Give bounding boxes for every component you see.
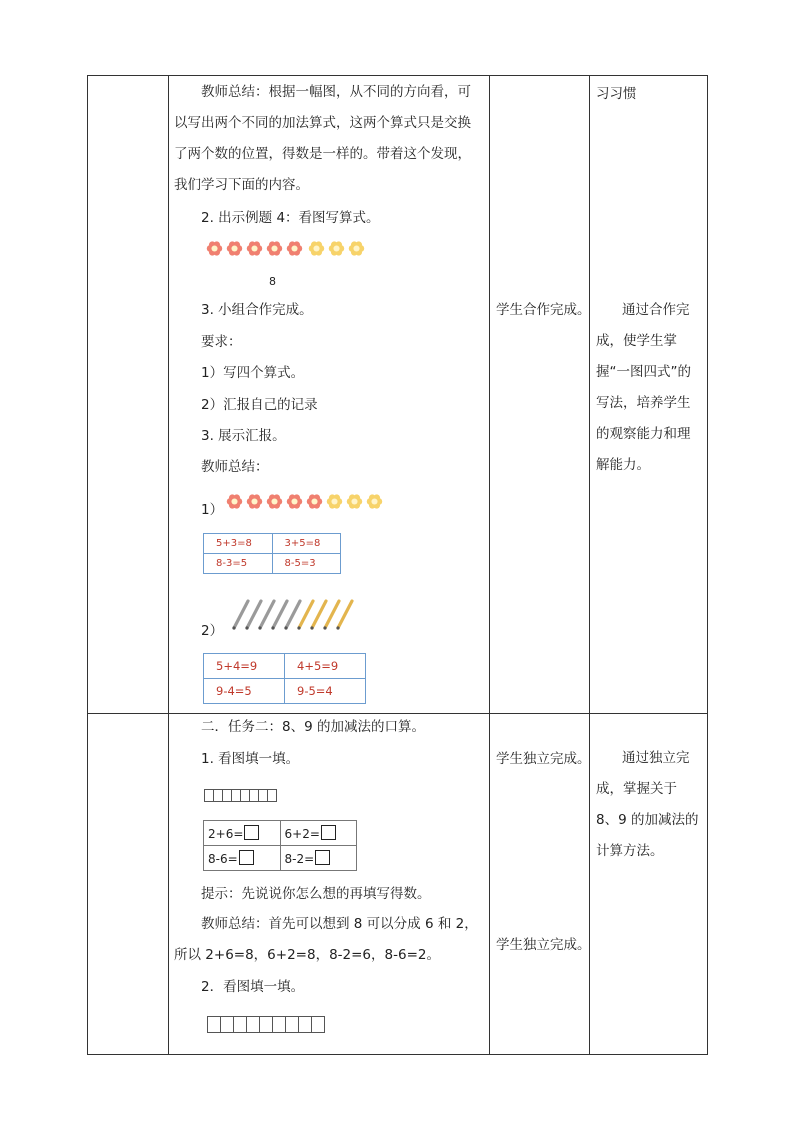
- flower-icon: [246, 240, 263, 257]
- teacher-summary-3: 教师总结：首先可以想到 8 可以分成 6 和 2，所以 2+6=8，6+2=8，8-2=6，8-6=2。: [174, 916, 478, 963]
- counting-sticks: [228, 598, 354, 632]
- flower-icon: [246, 493, 263, 510]
- fill-in-cell: 6+2=: [280, 821, 357, 846]
- counting-stick-tip: [284, 626, 287, 629]
- formula-grid-2: [203, 653, 366, 704]
- counting-stick: [325, 601, 339, 628]
- formula-cell: 8-5=3: [272, 554, 341, 574]
- counting-stick: [299, 601, 313, 628]
- student-activity-3: 学生独立完成。: [496, 937, 591, 953]
- hint-text: 提示：先说说你怎么想的再填写得数。: [201, 886, 431, 902]
- table-border-bottom: [87, 1054, 708, 1055]
- counting-stick-tip: [323, 626, 326, 629]
- requirement-2: 2）汇报自己的记录: [201, 397, 318, 413]
- flower-icon: [286, 240, 303, 257]
- counting-stick-tip: [310, 626, 313, 629]
- flower-icon: [286, 493, 303, 510]
- flower-icon-yellow: [308, 240, 325, 257]
- counting-stick: [273, 601, 287, 628]
- table-border-right: [707, 75, 708, 1055]
- flower-icon-yellow: [328, 240, 345, 257]
- fill-in-cell: 8-6=: [204, 846, 281, 871]
- counting-stick: [260, 601, 274, 628]
- formula-cell: 5+4=9: [204, 654, 285, 679]
- flower-icon-yellow: [366, 493, 383, 510]
- flower-icon: [206, 240, 223, 257]
- counting-stick-tip: [336, 626, 339, 629]
- flower-icon-yellow: [326, 493, 343, 510]
- flower-icon: [266, 240, 283, 257]
- requirement-1: 1）写四个算式。: [201, 365, 305, 381]
- step-3-group-work: 3. 小组合作完成。: [201, 302, 313, 318]
- counting-stick: [247, 601, 261, 628]
- cube-strip-9: [207, 1016, 325, 1033]
- teacher-summary-2-label: 教师总结：: [201, 459, 269, 475]
- step-3-show-report: 3. 展示汇报。: [201, 428, 286, 444]
- table-row-divider: [87, 713, 708, 714]
- flower-icon: [226, 493, 243, 510]
- design-intent-1: 通过合作完成，使学生掌握“一图四式”的写法，培养学生的观察能力和理解能力。: [596, 302, 691, 473]
- table-border-col1: [168, 75, 169, 1055]
- requirement-label: 要求：: [201, 334, 242, 350]
- design-intent-2: 通过独立完成，掌握关于 8、9 的加减法的计算方法。: [596, 750, 699, 859]
- formula-cell: 9-5=4: [285, 679, 366, 704]
- flower-icon: [266, 493, 283, 510]
- fill-in-cell: 2+6=: [204, 821, 281, 846]
- counting-stick: [312, 601, 326, 628]
- cube-strip-8: [204, 789, 277, 802]
- formula-cell: 3+5=8: [272, 534, 341, 554]
- counting-stick: [338, 601, 352, 628]
- fill-in-grid: [203, 820, 357, 871]
- counting-stick-tip: [232, 626, 235, 629]
- table-border-top: [87, 75, 708, 76]
- counting-stick-tip: [245, 626, 248, 629]
- task-2-heading: 二．任务二：8、9 的加减法的口算。: [201, 719, 425, 735]
- flower-icon: [306, 493, 323, 510]
- teacher-summary-1: 教师总结：根据一幅图，从不同的方向看，可以写出两个不同的加法算式，这两个算式只是交换了两个数的位置，得数是一样的。带着这个发现，我们学习下面的内容。: [174, 84, 471, 193]
- step-2-fill-in: 2．看图填一填。: [201, 979, 305, 995]
- formula-cell: 4+5=9: [285, 654, 366, 679]
- student-activity-1: 学生合作完成。: [496, 302, 591, 318]
- counting-stick: [234, 601, 248, 628]
- flower-total-label: 8: [269, 275, 276, 288]
- answer-box[interactable]: [315, 850, 330, 865]
- counting-stick-tip: [258, 626, 261, 629]
- student-activity-2: 学生独立完成。: [496, 751, 591, 767]
- formula-cell: 8-3=5: [204, 554, 273, 574]
- table-border-col2: [489, 75, 490, 1055]
- item-2-label: 2）: [201, 623, 224, 639]
- flower-icon-yellow: [348, 240, 365, 257]
- fill-in-cell: 8-2=: [280, 846, 357, 871]
- item-1-label: 1）: [201, 502, 224, 518]
- flower-icon: [226, 240, 243, 257]
- answer-box[interactable]: [321, 825, 336, 840]
- formula-cell: 9-4=5: [204, 679, 285, 704]
- table-border-col3: [589, 75, 590, 1055]
- answer-box[interactable]: [244, 825, 259, 840]
- flower-icon-yellow: [346, 493, 363, 510]
- counting-stick-tip: [271, 626, 274, 629]
- counting-stick: [286, 601, 300, 628]
- formula-cell: 5+3=8: [204, 534, 273, 554]
- counting-stick-tip: [297, 626, 300, 629]
- example-4-heading: 2. 出示例题 4：看图写算式。: [201, 210, 380, 226]
- intent-continuation: 习习惯: [596, 86, 637, 102]
- formula-grid-1: [203, 533, 341, 574]
- answer-box[interactable]: [239, 850, 254, 865]
- table-border-left: [87, 75, 88, 1055]
- step-1-fill-in: 1. 看图填一填。: [201, 751, 300, 767]
